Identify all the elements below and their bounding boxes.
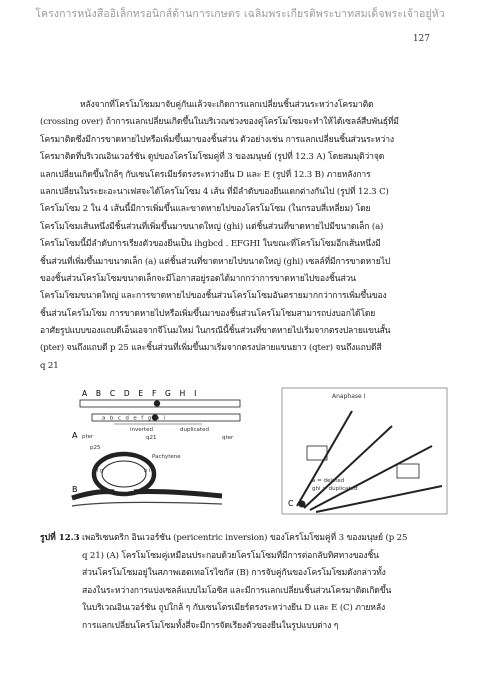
paragraph-line: โครโมโซมเส้นหนึ่งมีชิ้นส่วนที่เพิ่มขึ้นมาขนาดใหญ่ (ghi) แต่ชิ้นส่วนที่ขาดหายไปมีขนาดเล็ก (a) [40,221,384,232]
label-qter: qter [222,435,234,441]
paragraph-line: แลกเปลี่ยนในระยะอะนาเฟสจะได้โครโมโซม 4 เส้น ที่มีลำดับของยีนแตกต่างกันไป (รูปที่ 12.3 C) [40,186,389,197]
pachytene-arm-left [72,492,114,498]
paragraph-line: โครโมโซม 2 ใน 4 เส้นนี้มีการเพิ่มขึ้นและขาดหายไปของโครโมโซม (ในกรอบสี่เหลี่ยม) โดย [40,204,371,215]
panel-label-b: B [72,485,78,494]
body-paragraph [40,97,456,375]
figure-caption [40,530,460,636]
paragraph-line: q 21 [40,360,59,371]
caption-line: เพอริเซนตริก อินเวอร์ชัน (pericentric inversion) ของโครโมโซมคู่ที่ 3 ของมนุษย์ (p 25 [82,533,408,543]
panel-c [282,388,447,514]
figure-12-3 [52,386,452,516]
paragraph-line: ของชิ้นส่วนโครโมโซมขนาดเล็กจะมีโอกาสอยู่รอดได้มากกว่าการขาดหายไปของชิ้นส่วน [40,273,356,284]
label-inverted: inverted [130,427,153,433]
paragraph-line: โครโมโซมขนาดใหญ่ และการขาดหายไปของชิ้นส่วนโครโมโซมอันตรายมากกว่าการเพิ่มขึ้นของ [40,291,387,302]
paragraph-line: (crossing over) ถ้าการแลกเปลี่ยนเกิดขึ้นในบริเวณช่วงของคู่โครโมโซมจะทำให้ได้เซลล์สืบพันธุ์ที่มี [40,117,399,128]
panel-b [72,454,222,506]
caption-label: รูปที่ 12.3 [40,533,80,543]
caption-line: q 21) (A) โครโมโซมคู่เหมือนประกอบด้วยโครโมโซมที่มีการต่อกลับทิศทางของชิ้น [82,550,379,561]
pairing-loop-inner [102,461,146,487]
label-q21: q21 [146,435,157,441]
label-duplicated: duplicated [180,427,209,433]
panel-label-a: A [72,431,78,440]
paragraph-line: หลังจากที่โครโมโซมมาจับคู่กันแล้วจะเกิดการแลกเปลี่ยนชิ้นส่วนระหว่างโครมาติด [80,100,374,110]
pachytene-strand [72,502,222,506]
legend-duplicated: ghi = duplicated [312,486,358,492]
panel-label-c: C [288,499,294,508]
duplication-box [397,464,419,478]
inversion-diagram [52,386,452,516]
centromere-anaphase [299,501,306,508]
project-header: โครงการหนังสืออิเล็กทรอนิกส์ด้านการเกษตร เฉลิมพระเกียรติพระบาทสมเด็จพระเจ้าอยู่หัว [35,8,445,20]
pairing-loop-outer [94,454,154,494]
paragraph-line: โครโมโซมนี้มีลำดับการเรียงตัวของยีนเป็น ihgbcd . EFGHI ในขณะที่โครโมโซมอีกเส้นหนึ่งมี [40,239,381,250]
label-p25: p25 [90,445,101,451]
paragraph-line: (pter) จนถึงแถบดี p 25 และชิ้นส่วนที่เพิ่มขึ้นมาเริ่มจากตรงปลายแขนยาว (qter) จนถึงแถบดีสี [40,343,382,354]
paragraph-line: โครมาติดซึ่งมีการขาดหายไปหรือเพิ่มขึ้นมาของชิ้นส่วน ตัวอย่างเช่น การแลกเปลี่ยนชิ้นส่วนระหว่าง [40,134,394,145]
paragraph-line: โครมาติดที่บริเวณอินเวอร์ชัน ดูปของโครโมโซมคู่ที่ 3 ของมนุษย์ (รูปที่ 12.3 A) โดยสมมุติว่าจุด [40,152,385,163]
label-anaphase: Anaphase I [332,393,366,400]
gene-row-inverted: abcdefghi [102,415,170,422]
paragraph-line: ชิ้นส่วนที่เพิ่มขึ้นมาขนาดเล็ก (a) แต่ชิ้นส่วนที่ขาดหายไปขนาดใหญ่ (ghi) เซลล์ที่มีการขาดหายไป [40,256,391,267]
pachytene-arm-right [134,492,222,497]
paragraph-line: ชิ้นส่วนโครโมโซม การขาดหายไปหรือเพิ่มขึ้นมาของชิ้นส่วนโครโมโซมสามารถบ่งบอกได้โดย [40,308,376,319]
label-pter: pter [82,434,94,440]
panel-a [72,389,240,451]
caption-line: การแลกเปลี่ยนโครโมโซมทั้งสี่จะมีการจัดเรียงตัวของยีนในรูปแบบต่าง ๆ [82,620,339,631]
loop-genes-right: h i [144,468,151,474]
centromere-top [154,400,160,406]
anaphase-chromatid-2 [304,426,392,508]
caption-line: สองในระหว่างการแบ่งเซลล์แบบไมโอซิส และมีการแลกเปลี่ยนชิ้นส่วนโครมาติดเกิดขึ้น [82,585,392,596]
legend-deleted: a = deleted [312,478,345,484]
paragraph-line: แลกเปลี่ยนเกิดขึ้นใกล้ๆ กับเซนโตรเมียร์ตรงระหว่างยีน D และ E (รูปที่ 12.3 B) ภายหลังการ [40,169,371,180]
gene-row-a: A B C D E F G H I [82,389,200,398]
label-pachytene: Pachytene [152,454,181,460]
page-number: 127 [412,34,430,44]
caption-line: ส่วนโครโมโซมอยู่ในสภาพเฮตเทอโรไซกัส (B) การจับคู่กันของโครโมโซมดังกล่าวทั้ง [82,568,386,579]
loop-genes-left: e f g [92,468,104,474]
caption-line: ในบริเวณอินเวอร์ชัน ถูปใกล้ ๆ กับเซนโตรเมียร์ตรงระหว่างยีน D และ E (C) ภายหลัง [82,603,385,614]
paragraph-line: อาศัยรูปแบบของแถบดีเอ็นเอจากจีโนมใหม่ ในกรณีนี้ชิ้นส่วนที่ขาดหายไปเริ่มจากตรงปลายแขนสั้น [40,326,391,337]
